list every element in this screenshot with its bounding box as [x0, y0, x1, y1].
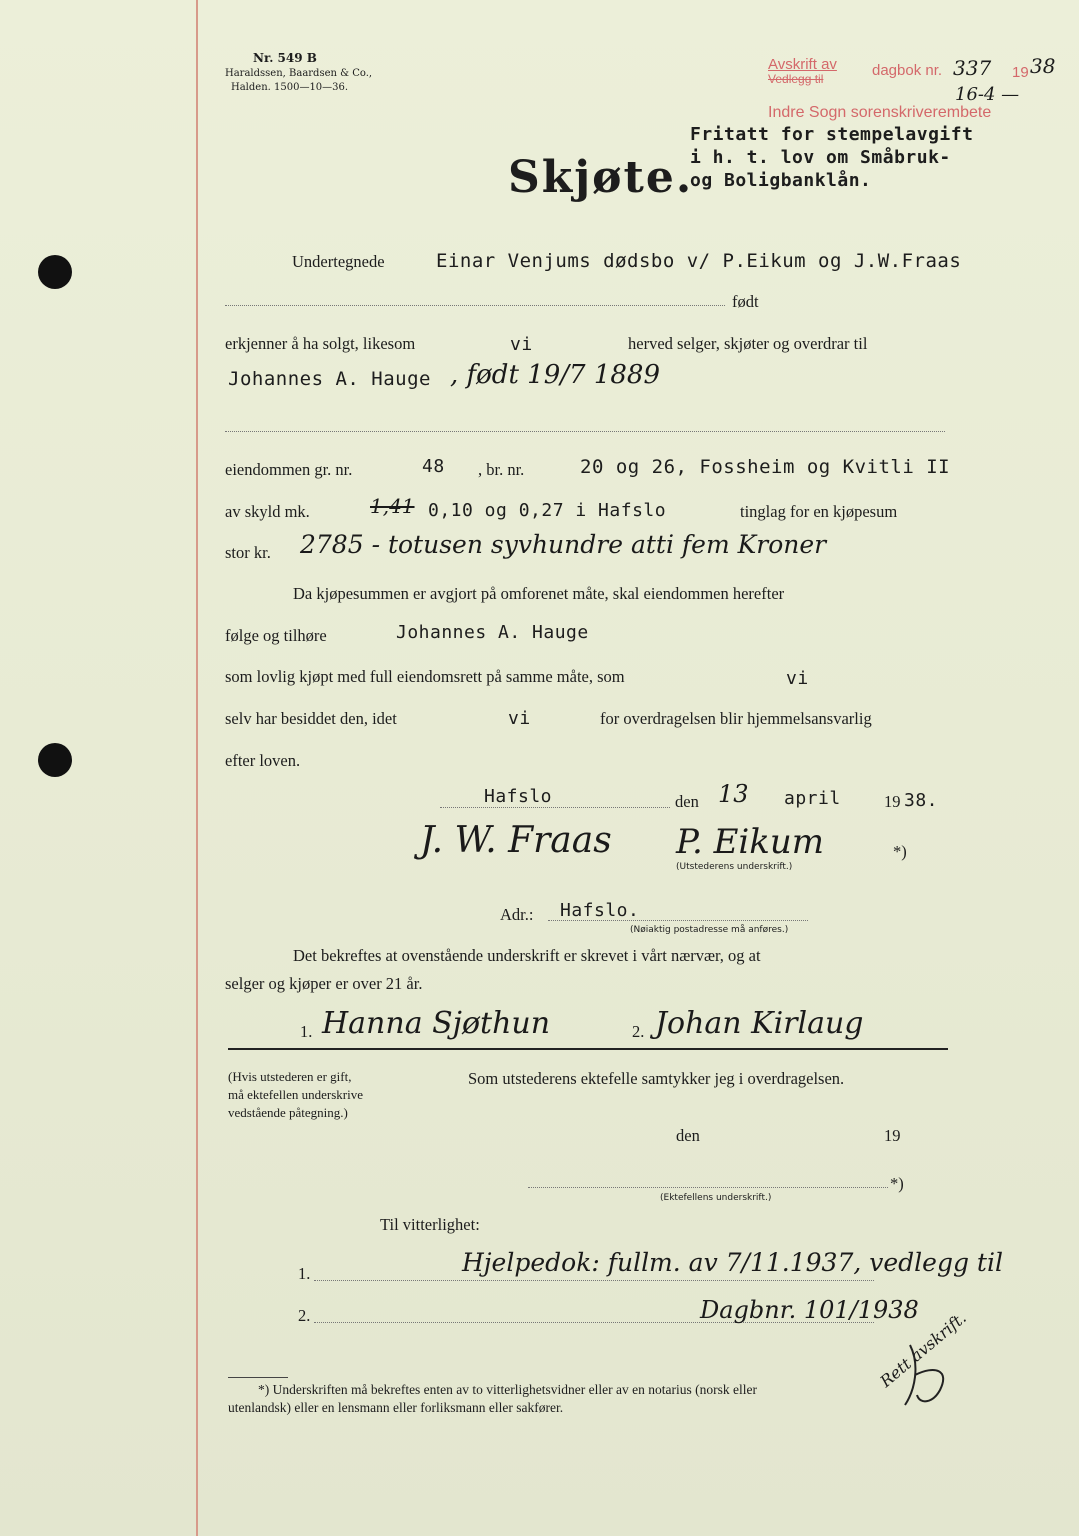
witness-number: 1.: [300, 1022, 313, 1041]
stor-label: stor kr.: [225, 543, 271, 562]
signature-caption: (Utstederens underskrift.): [676, 862, 793, 872]
printer-line: Haraldssen, Baardsen & Co.,: [225, 68, 373, 79]
spouse-note-line: vedstående påtegning.): [228, 1105, 348, 1120]
stamp-vedlegg-struck: Vedlegg til: [768, 72, 824, 86]
address-value: Hafslo.: [560, 900, 640, 921]
stamp-dagbok: dagbok nr.: [872, 62, 943, 79]
initials-mark: [895, 1335, 965, 1415]
eiendommen-label: eiendommen gr. nr.: [225, 460, 353, 479]
place: Hafslo: [484, 786, 553, 807]
folge-label: følge og tilhøre: [225, 626, 327, 645]
skyld-label: av skyld mk.: [225, 502, 310, 521]
footnote-rule: [228, 1377, 288, 1378]
spouse-caption: (Ektefellens underskrift.): [660, 1193, 772, 1203]
footnote-line: *) Underskriften må bekreftes enten av to vitterlighetsvidner eller av en notarius (norsk eller: [258, 1382, 757, 1397]
spouse-consent: Som utstederens ektefelle samtykker jeg i overdragelsen.: [468, 1069, 845, 1088]
tinglag-label: tinglag for en kjøpesum: [740, 502, 898, 521]
spouse-den: den: [676, 1126, 700, 1145]
witness-signature-2: Johan Kirlaug: [655, 1006, 864, 1041]
buyer-birth: , født 19/7 1889: [450, 360, 660, 390]
dotted-line: [548, 920, 808, 921]
witness-number: 2.: [632, 1022, 645, 1041]
lovlig-value: vi: [786, 668, 809, 689]
stamp-avskrift: Avskrift av: [768, 56, 837, 73]
dotted-line: [225, 305, 725, 306]
rett-avskrift-note: Rett avskrift.: [876, 1308, 970, 1391]
date-month: april: [784, 788, 841, 809]
undertegnede-label: Undertegnede: [292, 252, 385, 271]
signature-fraas: J. W. Fraas: [420, 820, 612, 861]
stamp-dagbok-number: 337: [953, 56, 992, 80]
spouse-year: 19: [884, 1126, 901, 1145]
signature-rule: [228, 1048, 948, 1050]
exemption-line: Fritatt for stempelavgift: [690, 124, 974, 145]
margin-rule: [196, 0, 198, 1536]
exemption-line: og Boligbanklån.: [690, 170, 872, 191]
selv-value: vi: [508, 708, 531, 729]
gr-nr-value: 48: [422, 456, 445, 477]
exemption-line: i h. t. lov om Småbruk-: [690, 147, 951, 168]
spouse-note-line: (Hvis utstederen er gift,: [228, 1069, 352, 1084]
address-caption: (Nøiaktig postadresse må anføres.): [630, 925, 789, 935]
lovlig-label: som lovlig kjøpt med full eiendomsrett på samme måte, som: [225, 667, 625, 686]
stamp-year-prefix: 19: [1012, 64, 1029, 81]
stamp-date: 16-4 —: [955, 84, 1020, 105]
spouse-note-line: må ektefellen underskrive: [228, 1087, 363, 1102]
date-day: 13: [718, 780, 749, 808]
punch-hole: [38, 743, 72, 777]
seller-name: Einar Venjums dødsbo v/ P.Eikum og J.W.Fraas: [436, 250, 962, 272]
dotted-line: [440, 807, 670, 808]
den-label: den: [675, 792, 699, 811]
spouse-asterisk: *): [890, 1174, 904, 1193]
confirm-line: Det bekreftes at ovenstående underskrift er skrevet i vårt nærvær, og at: [293, 946, 761, 965]
address-label: Adr.:: [500, 905, 534, 924]
stamp-office: Indre Sogn sorenskriverembete: [768, 104, 992, 121]
folge-value: Johannes A. Hauge: [396, 622, 589, 643]
dotted-line: [314, 1280, 874, 1281]
form-number: Nr. 549 B: [253, 51, 317, 65]
stamp-year: 38: [1030, 54, 1056, 78]
fodt-label: født: [732, 292, 759, 311]
vitterlighet-number: 2.: [298, 1306, 311, 1325]
buyer-name: Johannes A. Hauge: [228, 368, 431, 390]
vitterlighet-label: Til vitterlighet:: [380, 1215, 480, 1234]
amount-handwritten: 2785 - totusen syvhundre atti fem Kroner: [300, 530, 827, 559]
erkjenner-suffix: herved selger, skjøter og overdrar til: [628, 334, 868, 353]
skyld-struck: 1,41: [370, 494, 415, 518]
year-prefix: 19: [884, 792, 901, 811]
skyld-value: 0,10 og 0,27 i Hafslo: [428, 500, 667, 521]
dotted-line: [225, 431, 945, 432]
vitterlighet-line-2: Dagbnr. 101/1938: [700, 1296, 919, 1324]
signature-asterisk: *): [893, 842, 907, 861]
footnote-line: utenlandsk) eller en lensmann eller forliksmann eller sakfører.: [228, 1400, 564, 1415]
document-title: Skjøte.: [508, 152, 694, 203]
dotted-line: [528, 1187, 888, 1188]
selv-label: selv har besiddet den, idet: [225, 709, 397, 728]
br-nr-value: 20 og 26, Fossheim og Kvitli II: [580, 456, 951, 478]
selv-suffix: for overdragelsen blir hjemmelsansvarlig: [600, 709, 872, 728]
printer-line: Halden. 1500—10—36.: [231, 82, 349, 93]
vitterlighet-number: 1.: [298, 1264, 311, 1283]
witness-signature-1: Hanna Sjøthun: [322, 1006, 551, 1041]
efter-loven: efter loven.: [225, 751, 301, 770]
confirm-line: selger og kjøper er over 21 år.: [225, 974, 423, 993]
punch-hole: [38, 255, 72, 289]
year-value: 38.: [904, 790, 939, 811]
erkjenner-value: vi: [510, 334, 533, 355]
paragraph-line: Da kjøpesummen er avgjort på omforenet måte, skal eiendommen herefter: [293, 584, 785, 603]
br-nr-label: , br. nr.: [478, 460, 525, 479]
vitterlighet-line-1: Hjelpedok: fullm. av 7/11.1937, vedlegg til: [462, 1248, 1003, 1277]
erkjenner-text: erkjenner å ha solgt, likesom: [225, 334, 416, 353]
signature-eikum: P. Eikum: [676, 822, 825, 862]
